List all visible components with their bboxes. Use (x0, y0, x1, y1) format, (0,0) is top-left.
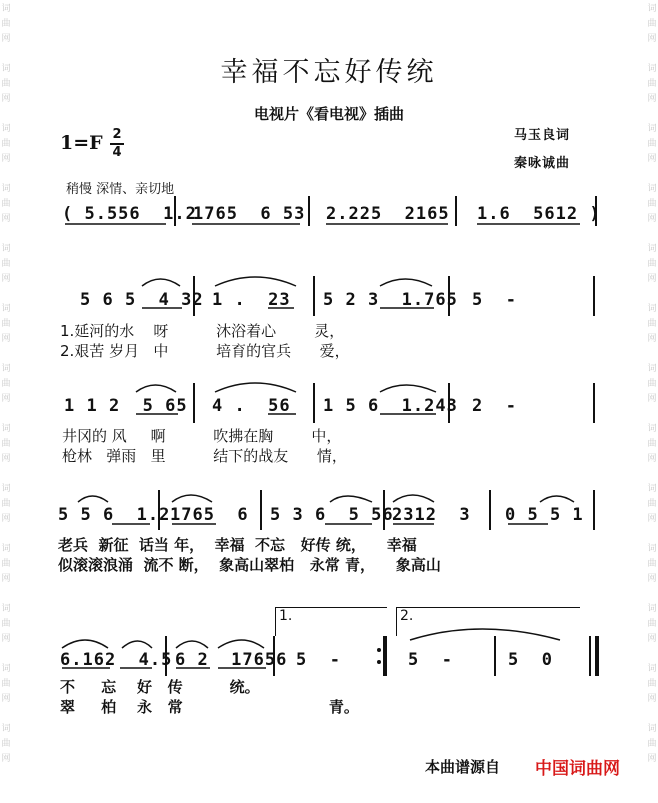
measure: 1765 6 (170, 505, 249, 525)
slur (78, 496, 108, 502)
slur (380, 385, 436, 392)
measure: 1 1 2 5 65 (64, 396, 188, 416)
measure: 2312 3 (392, 505, 471, 525)
slur (136, 385, 176, 392)
watermark-text: 词 曲 网 (1, 64, 11, 104)
watermark-text: 词 曲 网 (647, 424, 657, 464)
lyric-line-verse-1: 不 忘 好 传 统。 (60, 678, 260, 696)
slur (410, 629, 560, 640)
watermark-text: 词 曲 网 (1, 424, 11, 464)
watermark-text: 词 曲 网 (1, 604, 11, 644)
slur (176, 641, 208, 648)
measure: 5 2 3 1.765 (323, 290, 458, 310)
watermark-text: 词 曲 网 (1, 184, 11, 224)
lyric-line-verse-2: 2.艰苦 岁月 中 培育的官兵 爱， (60, 342, 350, 360)
watermark-text: 词 曲 网 (647, 124, 657, 164)
watermark-text: 词 曲 网 (1, 724, 11, 764)
measure: 5 6 5 4 32 (80, 290, 204, 310)
measure: 6.162 4.5 (60, 650, 173, 670)
measure: 5 - (296, 650, 341, 670)
watermark-text: 词 曲 网 (1, 124, 11, 164)
song-title: 幸福不忘好传统 (220, 57, 438, 88)
watermark-text: 词 曲 网 (1, 244, 11, 284)
watermark-text: 词 曲 网 (1, 544, 11, 584)
slur (142, 279, 180, 286)
watermark-text: 词 曲 网 (647, 664, 657, 704)
slur (380, 279, 432, 286)
slur (62, 640, 108, 648)
lyric-line-verse-2: 似滚滚浪涌 流不 断， 象高山翠柏 永常 青， 象高山 (58, 556, 441, 574)
lyric-line-verse-1: 井冈的 风 啊 吹拂在胸 中， (62, 427, 342, 445)
lyric-line-verse-2: 翠 柏 永 常 青。 (60, 698, 359, 716)
watermark-text: 词 曲 网 (647, 4, 657, 44)
watermark-text: 词 曲 网 (1, 304, 11, 344)
slur (122, 641, 152, 648)
site-name[interactable]: 中国词曲网 (535, 759, 620, 779)
slur (540, 496, 574, 502)
watermark-text: 词 曲 网 (647, 724, 657, 764)
measure: 0 5 5 1 (505, 505, 584, 525)
slur (172, 495, 212, 502)
watermark-text: 词 曲 网 (647, 64, 657, 104)
slur (215, 277, 296, 286)
lyricist-credit: 马玉良词 (514, 128, 571, 143)
slur (218, 640, 264, 648)
watermark-text: 词 曲 网 (647, 184, 657, 224)
measure: 2 - (472, 396, 517, 416)
watermark-text: 词 曲 网 (1, 4, 11, 44)
tempo-marking: 稍慢 深情、亲切地 (66, 182, 175, 197)
measure: 2.225 2165 (326, 204, 450, 224)
time-signature-bottom: 4 (112, 145, 122, 160)
measure: 1765 6 53 (193, 204, 306, 224)
watermark-text: 词 曲 网 (1, 364, 11, 404)
watermark-text: 词 曲 网 (647, 244, 657, 284)
measure: 6 2 17656 (175, 650, 288, 670)
lyric-line-verse-1: 1.延河的水 呀 沐浴着心 灵， (60, 322, 345, 340)
watermark-text: 词 曲 网 (647, 544, 657, 584)
watermark-text: 词 曲 网 (647, 364, 657, 404)
watermark-text: 词 曲 网 (1, 484, 11, 524)
lyric-line-verse-1: 老兵 新征 话当 年， 幸福 不忘 好传 统， 幸福 (58, 536, 417, 554)
composer-credit: 秦咏诚曲 (514, 156, 571, 171)
lyric-line-verse-2: 枪林 弹雨 里 结下的战友 情， (62, 447, 347, 465)
volta-2-label: 2. (400, 608, 414, 624)
source-label: 本曲谱源自 (425, 758, 501, 776)
measure: 5 3 6 5 56 (270, 505, 394, 525)
song-subtitle: 电视片《看电视》插曲 (253, 105, 404, 123)
measure: 5 - (472, 290, 517, 310)
measure: 5 5 6 1.2 (58, 505, 171, 525)
slur (215, 383, 296, 392)
measure: 1.6 5612 ) (477, 204, 601, 224)
slur (393, 495, 434, 502)
measure: 5 - (408, 650, 453, 670)
watermark-text: 词 曲 网 (647, 604, 657, 644)
measure: 5 0 (508, 650, 553, 670)
watermark-text: 词 曲 网 (647, 484, 657, 524)
measure: 1 . 23 (212, 290, 291, 310)
volta-1-label: 1. (279, 608, 293, 624)
slur (330, 496, 372, 502)
time-signature-top: 2 (112, 127, 122, 142)
measure: 4 . 56 (212, 396, 291, 416)
measure: 1 5 6 1.243 (323, 396, 458, 416)
watermark-text: 词 曲 网 (1, 664, 11, 704)
key-signature: 1=F (60, 132, 103, 154)
measure: ( 5.556 1.2 (62, 204, 197, 224)
watermark-text: 词 曲 网 (647, 304, 657, 344)
